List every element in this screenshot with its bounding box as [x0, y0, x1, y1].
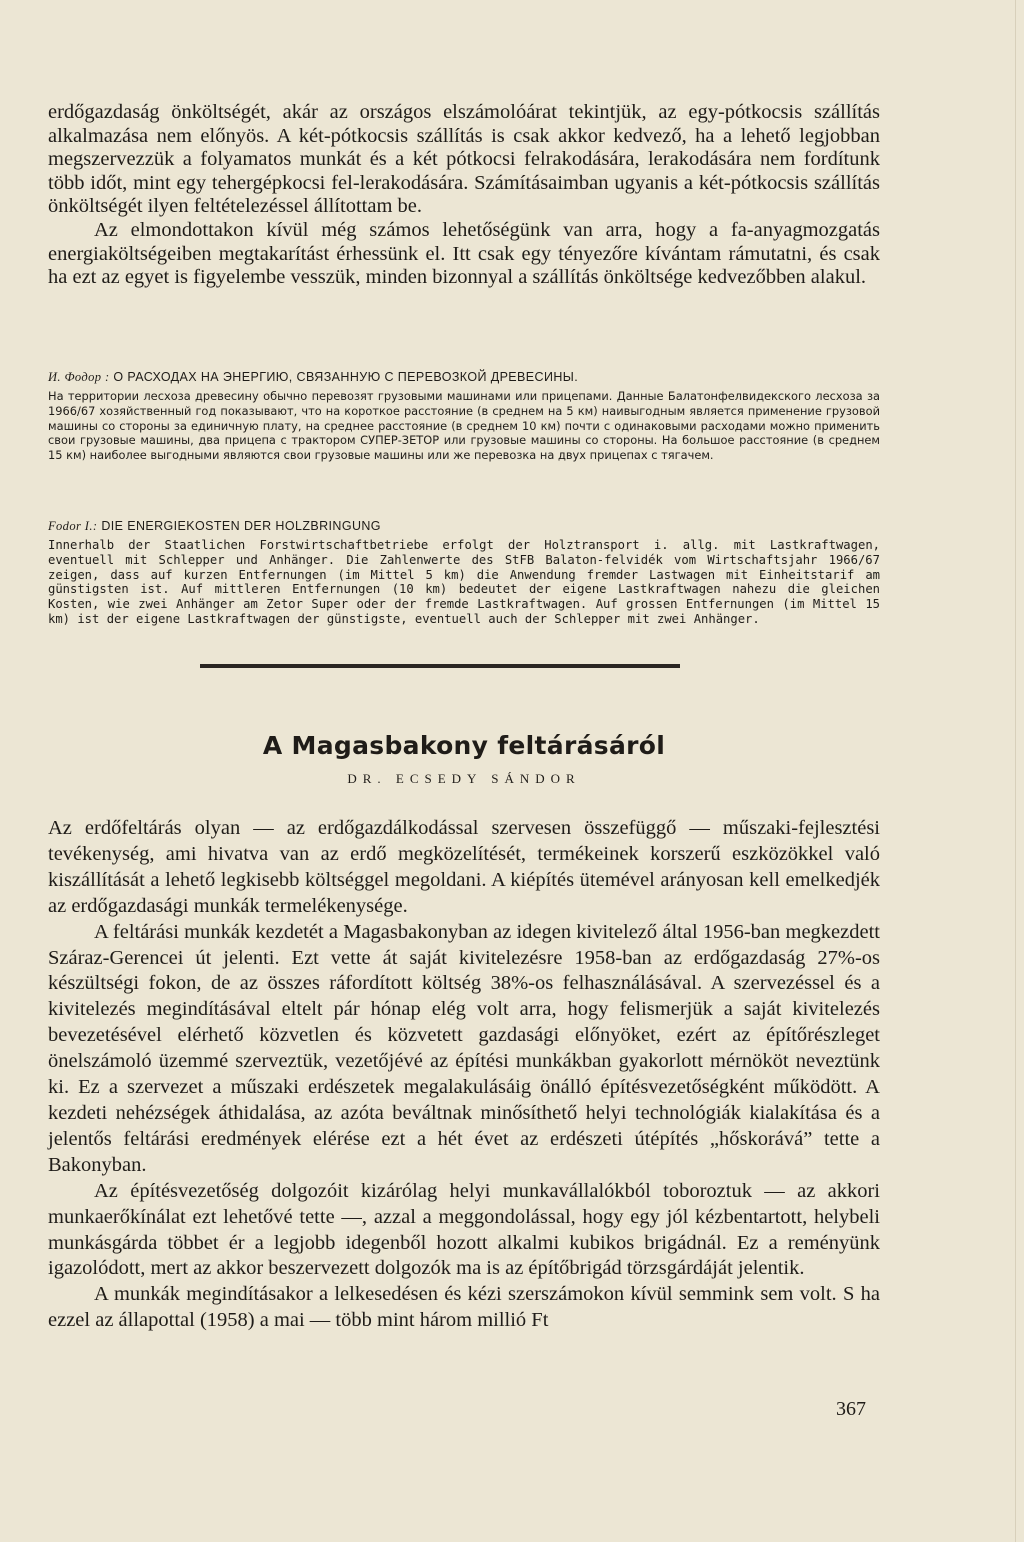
article-author: DR. ECSEDY SÁNDOR [347, 771, 581, 786]
german-summary-author: Fodor I.: [48, 519, 98, 533]
article-paragraph: Az építésvezetőség dolgozóit kizárólag helyi munkavállalókból toboroztuk — az akkori munkaerőkínálat ezt lehetővé tette —, azzal a meggondolással, hogy egy jól kézbentartott, helybeli munkásgárda többet ér a legjobb idegenből hozott alkalmi kubikos brigádnál. Ez a reményünk igazolódott, mert az akkor beszervezett dolgozók ma is az építőbrigád törzsgárdáját jelentik. [48, 1179, 880, 1280]
article-paragraph: A feltárási munkák kezdetét a Magasbakonyban az idegen kivitelező által 1956-ban megkezdett Száraz-Gerencei út jelenti. Ezt vette át saját kivitelezésre 1958-ban az erdőgazdaság 27%-os készültségi fokon, de az összes ráfordított költség 38%-os felhasználásával. A szervezéssel és a kivitelezés megindításával eltelt pár hónap elég volt arra, hogy felismerjük a saját kivitelezés bevezetésével elérhető közvetlen és közvetett gazdasági előnyöket, ezért az építőrészleget önelszámoló üzemmé szerveztük, vezetőjévé az építési munkákban gyakorlott mérnököt neveztünk ki. Ez a szervezet a műszaki erdészetek megalakulásáig önálló építésvezetőségként működött. A kezdeti nehézségek áthidalása, az azóta beváltnak minősíthető helyi technológiák kialakítása és a jelentős feltárási eredmények elérése ezt a hét évet az erdészeti útépítés „hőskorává” tette a Bakonyban. [48, 920, 880, 1176]
page-number: 367 [836, 1398, 866, 1420]
intro-paragraph: erdőgazdaság önköltségét, akár az országos elszámolóárat tekintjük, az egy-pótkocsis szállítás alkalmazása nem előnyös. A két-pótkocsis szállítás is csak akkor kedvező, ha a lehető legjobban megszervezzük a folyamatos munkát és a két pótkocsi felrakodására, lerakodására nem fordítunk több időt, mint egy tehergépkocsi fel-lerakodására. Számításaimban ugyanis a két-pótkocsis szállítás önköltségét ilyen feltételezéssel állítottam be. [48, 101, 880, 218]
german-summary-body: Innerhalb der Staatlichen Forstwirtschaftbetriebe erfolgt der Holztransport i. allg. mit Lastkraftwagen, eventuell mit Schlepper und Anhänger. Die Zahlenwerte des StFB Balaton-felvidék vom Wirtschaftsjahr 1966/67 zeigen, dass auf kurzen Entfernungen (im Mittel 5 km) die Anwendung fremder Lastwagen mit Einheitstarif am günstigsten ist. Auf mittleren Entfernungen (10 km) bedeutet der eigene Lastkraftwagen nahezu die gleichen Kosten, wie zwei Anhänger am Zetor Super oder der fremde Lastkraftwagen. Auf grossen Entfernungen (im Mittel 15 km) ist der eigene Lastkraftwagen der günstigste, eventuell auch der Schlepper mit zwei Anhänger. [48, 538, 880, 626]
article-body [48, 816, 880, 1334]
intro-text [48, 101, 880, 290]
russian-summary [48, 370, 880, 463]
page-edge [1015, 0, 1016, 1542]
german-summary-heading [48, 519, 880, 534]
intro-paragraph: Az elmondottakon kívül még számos lehetőségünk van arra, hogy a fa-anyagmozgatás energiaköltségeiben megtakarítást érhessünk el. Itt csak egy tényezőre kívántam rámutatni, és csak ha ezt az egyet is figyelembe vesszük, minden bizonnyal a szállítás önköltsége kedvezőbben alakul. [48, 218, 880, 289]
russian-summary-heading [48, 370, 880, 385]
german-summary [48, 519, 880, 627]
german-summary-title: DIE ENERGIEKOSTEN DER HOLZBRINGUNG [101, 519, 381, 533]
section-divider [200, 664, 680, 668]
article-paragraph: A munkák megindításakor a lelkesedésen és kézi szerszámokon kívül semmink sem volt. S ha ezzel az állapottal (1958) a mai — több mint három millió Ft [48, 1283, 880, 1332]
article-paragraph: Az erdőfeltárás olyan — az erdőgazdálkodással szervesen összefüggő — műszaki-fejlesztési tevékenység, ami hivatva van az erdő megközelítését, termékeinek korszerű eszközökkel való kiszállítását a lehető legkisebb költséggel megoldani. A kiépítés ütemével arányosan kell emelkedjék az erdőgazdasági munkák termelékenysége. [48, 817, 880, 917]
russian-summary-body: На территории лесхоза древесину обычно перевозят грузовыми машинами или прицепами. Данные Балатонфелвидекского лесхоза за 1966/67 хозяйственный год показывают, что на короткое расстояние (в среднем на 5 км) наивыгодным является применение грузовой машины со стороны за единичную плату, на среднее расстояние (в среднем 10 км) почти с одинаковыми расходами можно применить свои грузовые машины, два прицепа с трактором СУПЕР-ЗЕТОР или грузовые машины со стороны. На большое расстояние (в среднем 15 км) наиболее выгодными являются свои грузовые машины или же перевозка на двух прицепах с тягачем. [48, 389, 880, 463]
russian-summary-author: И. Фодор : [48, 370, 110, 384]
article-title: A Magasbakony feltárásáról [262, 731, 666, 760]
russian-summary-title: О РАСХОДАХ НА ЭНЕРГИЮ, СВЯЗАННУЮ С ПЕРЕВОЗКОЙ ДРЕВЕСИНЫ. [113, 370, 579, 384]
